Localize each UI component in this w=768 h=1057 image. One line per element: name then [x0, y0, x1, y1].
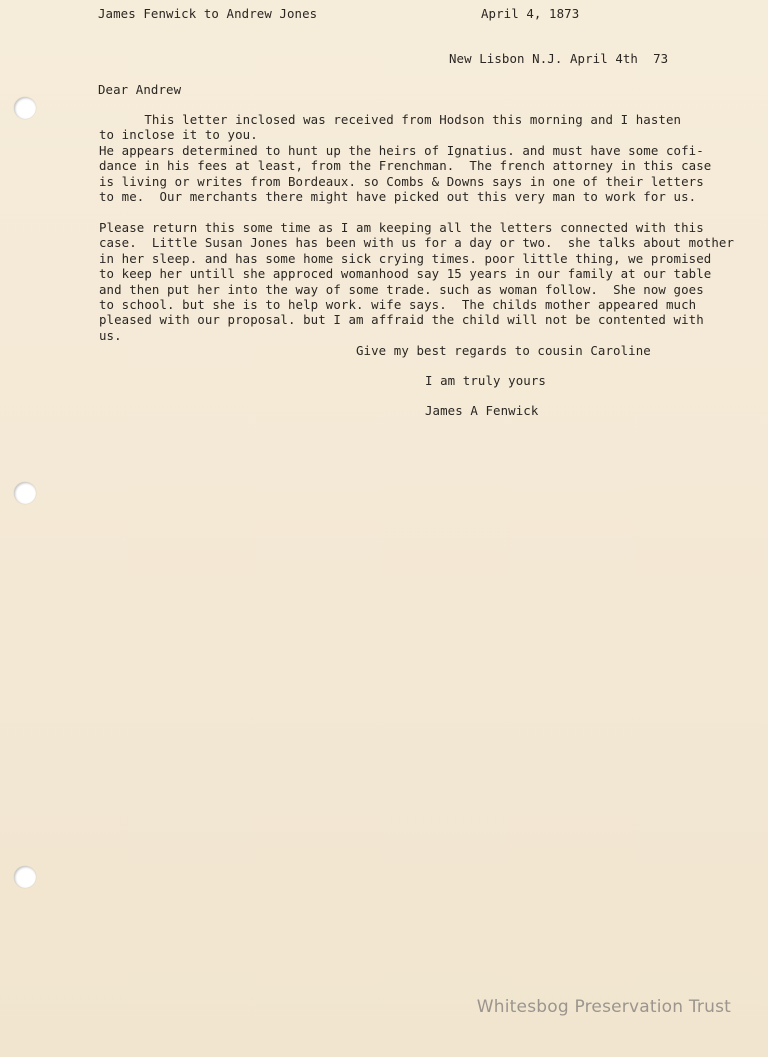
binder-hole [14, 482, 36, 504]
letter-regards: Give my best regards to cousin Caroline [356, 343, 651, 358]
header-date: April 4, 1873 [481, 6, 580, 21]
binder-hole [14, 866, 36, 888]
binder-hole [14, 97, 36, 119]
letter-place-date: New Lisbon N.J. April 4th 73 [449, 51, 669, 66]
letter-closing: I am truly yours [425, 373, 546, 388]
letter-paragraph: This letter inclosed was received from Hodson this morning and I hasten to inclose it to you. He appears determined to hunt up the heirs of Ignatius. and must have some cofi- dance in his fees at least, from the Frenchman. The french attorney in this case is living or writes from Bordeaux. so Combs & Downs says in one of their letters to me. Our merchants there might have picked out this very man to work for us. [99, 112, 712, 205]
letter-salutation: Dear Andrew [98, 82, 182, 97]
watermark: Whitesbog Preservation Trust [476, 997, 731, 1017]
letter-paragraph: Please return this some time as I am keeping all the letters connected with this case. Little Susan Jones has been with us for a day or two. she talks about mother in her sleep. and has some home sick crying times. poor little thing, we promised to keep her untill she approced womanhood say 15 years in our family at our table and then put her into the way of some trade. such as woman follow. She now goes to school. but she is to help work. wife says. The childs mother appeared much pleased with our proposal. but I am affraid the child will not be contented with us. [99, 220, 735, 343]
header-correspondents: James Fenwick to Andrew Jones [98, 6, 318, 21]
letter-signature: James A Fenwick [425, 403, 539, 418]
